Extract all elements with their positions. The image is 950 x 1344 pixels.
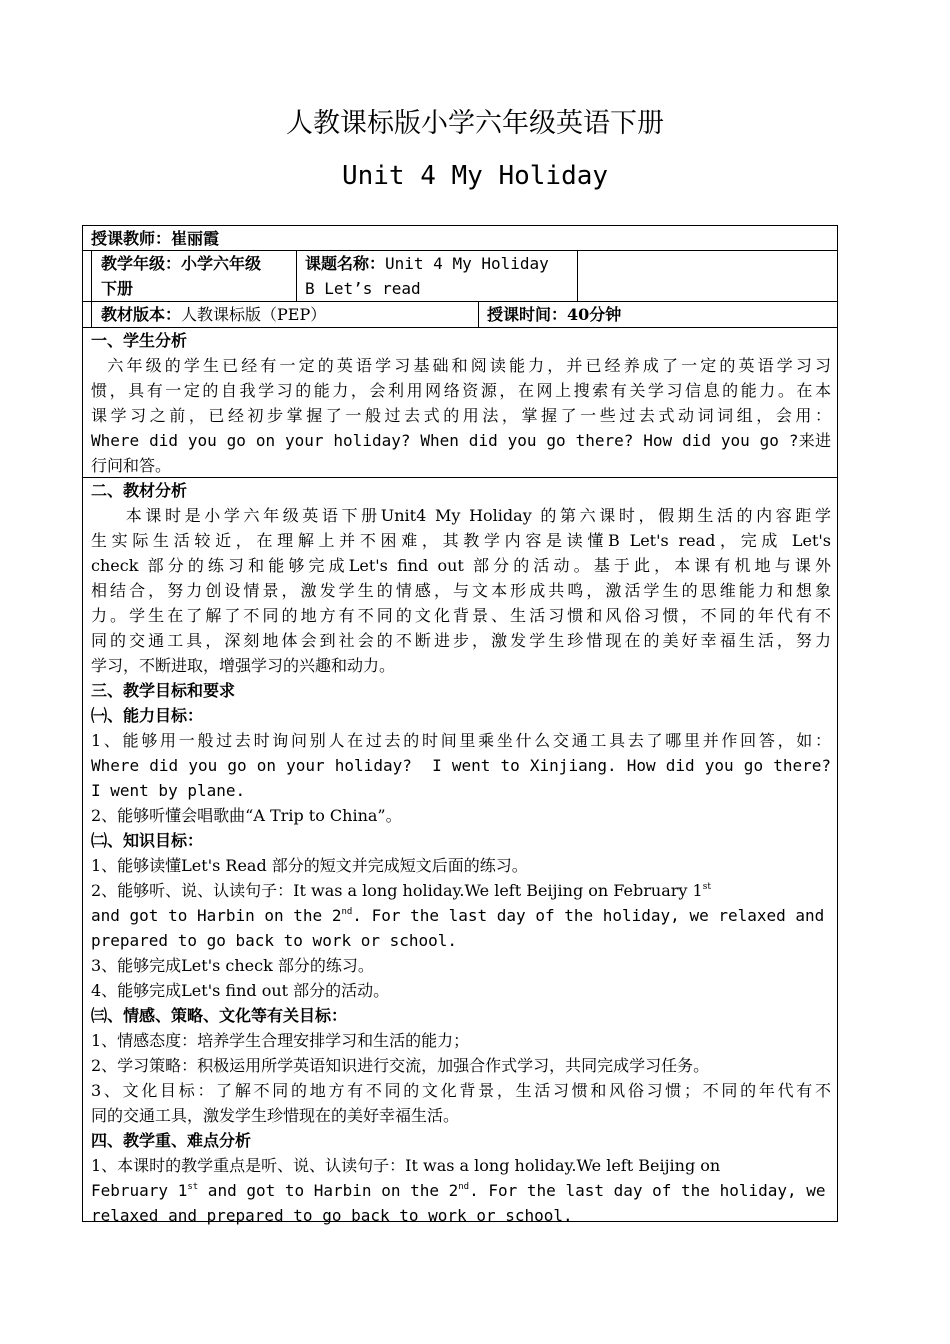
text-run: February 1 (91, 1181, 188, 1200)
paragraph-line: 同的交通工具，深刻地体会到社会的不断进步，激发学生珍惜现在的美好幸福生活，努力 (91, 631, 831, 650)
superscript: nd (458, 1182, 470, 1192)
topic-label: 课题名称： (305, 254, 386, 273)
topic-line2: B Let’s read (305, 279, 421, 298)
grade-cell-cont (101, 276, 133, 301)
paragraph-line: prepared to go back to work or school. (91, 931, 458, 950)
topic-cell (305, 251, 549, 276)
paragraph-line: 1、本课时的教学重点是听、说、认读句子：It was a long holiday.We left Beijing on (91, 1156, 721, 1175)
paragraph-line: 六年级的学生已经有一定的英语学习基础和阅读能力，并已经养成了一定的英语学习习 (91, 356, 831, 375)
text-run: . For the last day of the holiday, we (469, 1181, 826, 1200)
subsection-heading: ㈢、情感、策略、文化等有关目标： (91, 1006, 348, 1025)
paragraph-line (91, 903, 831, 928)
paragraph-line (91, 1178, 831, 1203)
grade-line1: 小学六年级 (181, 254, 262, 273)
text-run: 2、能够听、说、认读句子：It was a long holiday.We left Beijing on February 1 (91, 881, 703, 900)
superscript: st (702, 882, 711, 892)
column-divider (91, 250, 92, 327)
paragraph-line: 行问和答。 (91, 456, 172, 475)
paragraph-line: 2、能够听懂会唱歌曲“A Trip to China”。 (91, 806, 402, 825)
paragraph-line: 1、能够用一般过去时询问别人在过去的时间里乘坐什么交通工具去了哪里并作回答，如： (91, 731, 831, 750)
teacher-name: 崔丽霞 (171, 229, 220, 248)
text-run: . For the last day of the holiday, we relaxed and (352, 906, 825, 925)
section-heading: 四、教学重、难点分析 (91, 1131, 252, 1150)
section-heading: 三、教学目标和要求 (91, 681, 236, 700)
grade-cell (101, 251, 261, 276)
superscript: st (187, 1182, 199, 1192)
grade-line2: 下册 (101, 279, 134, 298)
teacher-label: 授课教师： (91, 229, 172, 248)
time-cell (487, 302, 621, 327)
subsection-heading: ㈡、知识目标： (91, 831, 204, 850)
paragraph-line: 本课时是小学六年级英语下册Unit4 My Holiday 的第六课时，假期生活的内容距学 (91, 506, 831, 525)
paragraph-line: 同的交通工具，激发学生珍惜现在的美好幸福生活。 (91, 1106, 460, 1125)
topic-line1: Unit 4 My Holiday (385, 254, 549, 273)
lesson-plan-table (82, 225, 838, 1225)
paragraph-line: 力。学生在了解了不同的地方有不同的文化背景、生活习惯和风俗习惯，不同的年代有不 (91, 606, 831, 625)
paragraph-line: relaxed and prepared to go back to work or school. (91, 1206, 573, 1225)
edition-cell (101, 302, 326, 327)
paragraph-line: Where did you go on your holiday? I went to Xinjiang. How did you go there? (91, 756, 831, 775)
text-run: and got to Harbin on the 2 (91, 906, 342, 925)
paragraph-line: 学习，不断进取，增强学习的兴趣和动力。 (91, 656, 396, 675)
time-label: 授课时间： (487, 305, 568, 324)
paragraph-line: I went by plane. (91, 781, 246, 800)
section-heading: 二、教材分析 (91, 481, 188, 500)
paragraph-line: 3、文化目标：了解不同的地方有不同的文化背景，生活习惯和风俗习惯；不同的年代有不 (91, 1081, 831, 1100)
time-value: 40分钟 (567, 305, 622, 324)
section-material-analysis (91, 478, 831, 1228)
paragraph-line: 4、能够完成Let's find out 部分的活动。 (91, 981, 390, 1000)
section-heading: 一、学生分析 (91, 331, 188, 350)
paragraph-line: 1、能够读懂Let's Read 部分的短文并完成短文后面的练习。 (91, 856, 528, 875)
subsection-heading: ㈠、能力目标： (91, 706, 204, 725)
paragraph-line: check 部分的练习和能够完成Let's find out 部分的活动。基于此，本课有机地与课外 (91, 556, 831, 575)
grade-label: 教学年级： (101, 254, 182, 273)
teacher-cell (91, 226, 219, 251)
paragraph-line (91, 878, 831, 903)
text-run: and got to Harbin on the 2 (198, 1181, 459, 1200)
paragraph-line: 生实际生活较近，在理解上并不困难，其教学内容是读懂B Let's read，完成 Let's (91, 531, 831, 550)
document-title: 人教课标版小学六年级英语下册 (286, 108, 664, 139)
document-subtitle: Unit 4 My Holiday (341, 161, 609, 191)
paragraph-line: 1、情感态度：培养学生合理安排学习和生活的能力； (91, 1031, 470, 1050)
edition-label: 教材版本： (101, 305, 182, 324)
paragraph-line: 课学习之前，已经初步掌握了一般过去式的用法，掌握了一些过去式动词词组，会用： (91, 406, 831, 425)
edition-value: 人教课标版（PEP） (181, 305, 327, 324)
column-divider (577, 250, 578, 301)
column-divider (296, 250, 297, 301)
paragraph-line: 相结合，努力创设情景，激发学生的情感，与文本形成共鸣，激活学生的思维能力和想象 (91, 581, 831, 600)
section-student-analysis (91, 328, 831, 478)
column-divider (478, 301, 479, 327)
paragraph-line: 惯，具有一定的自我学习的能力，会利用网络资源，在网上搜索有关学习信息的能力。在本 (91, 381, 831, 400)
paragraph-line: 3、能够完成Let's check 部分的练习。 (91, 956, 374, 975)
paragraph-line: Where did you go on your holiday? When did you go there? How did you go ?来进 (91, 431, 831, 450)
paragraph-line: 2、学习策略：积极运用所学英语知识进行交流，加强合作式学习，共同完成学习任务。 (91, 1056, 710, 1075)
superscript: nd (341, 907, 353, 917)
